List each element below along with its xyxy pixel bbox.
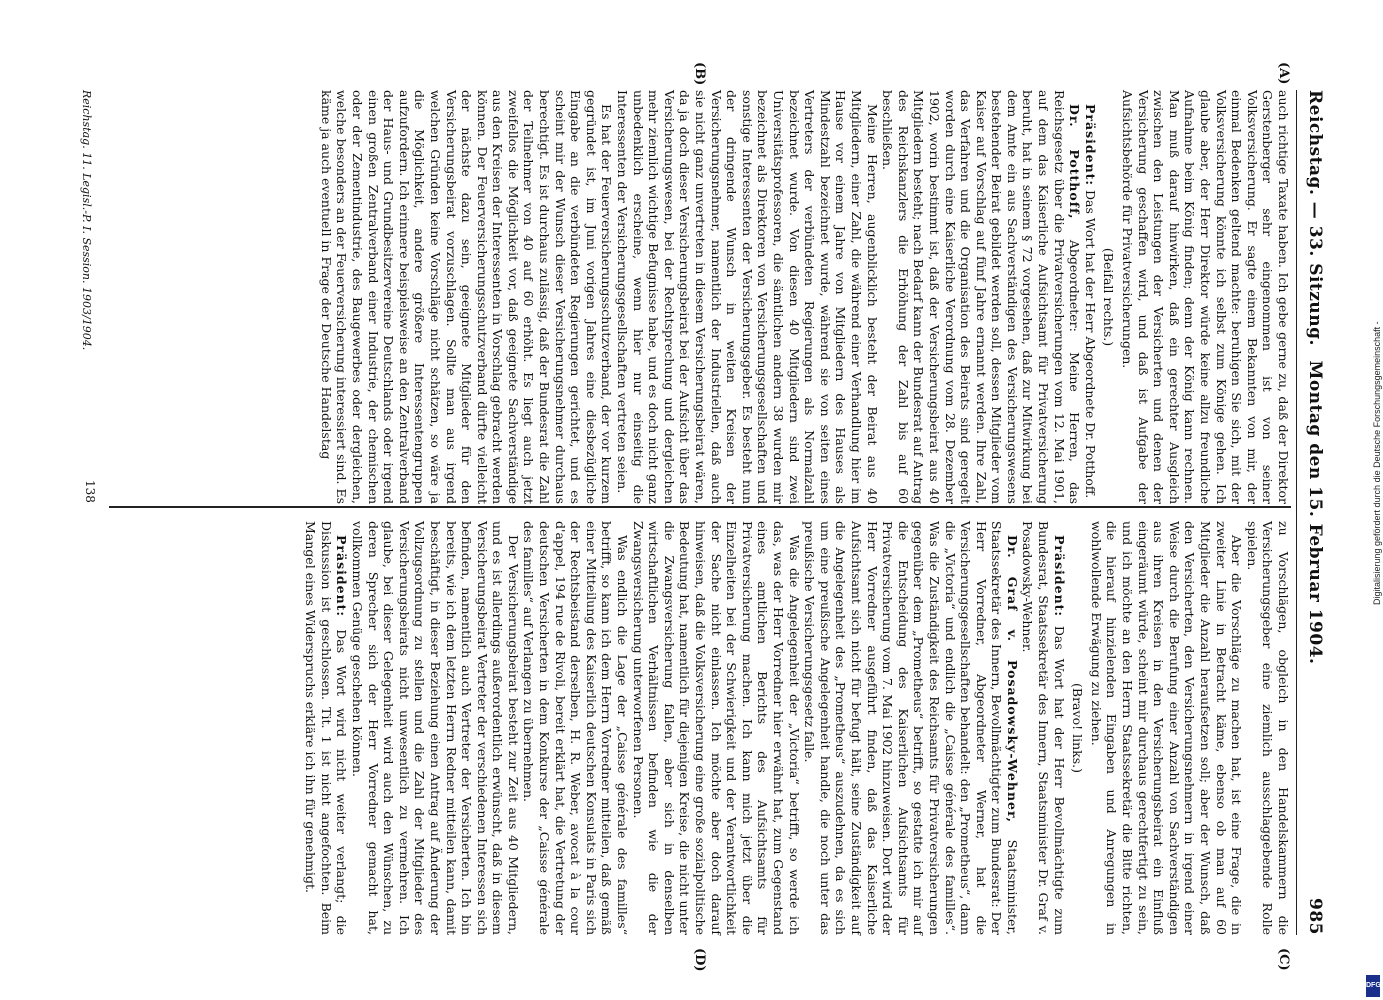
dfg-logo: DFG: [1366, 975, 1380, 997]
header-date: Montag den 15. Februar 1904.: [1305, 360, 1325, 665]
funding-note: Digitalisierung gefördert durch die Deutsche Forschungsgemeinschaft -: [1372, 321, 1382, 605]
paragraph: Es hat der Feuerversicherungsschutzverband, der vor kurzem gegründet ist, im Juni vorigen Jahres eine diesbezügliche Eingabe an die verbündeten Regierungen gerichtet, und es scheint mir der Wunsch dieser Versicherungsnehmer durchaus berechtigt. Es ist durchaus zulässig, daß der Bundesrat die Zahl der Teilnehmer von 40 auf 60 erhöht. Es liegt auch jetzt zweifellos die Möglichkeit vor, daß geeignete Sachverständige aus den Kreisen der Interessenten in Vorschlag gebracht werden können. Der Feuerversicherungsschutzverband dürfte vielleicht der nächste dazu sein, geeignete Mitglieder für den Versicherungsbeirat vorzuschlagen. Sollte man aus irgend welchen Gründen keine Vorschläge nicht schätzen, so wäre ja die Möglichkeit, andere größere Interessentengruppen aufzufordern. Ich erinnere beispielsweise an den Zentralverband der Haus- und Grundbesitzervereine Deutschlands oder irgend einen großen Zentralverband einer Industrie, der chemischen oder der Zementindustrie, des Baugewerbes oder dergleichen, welche besonders an der Feuerversicherung interessiert sind. Es käme ja auch eventuell in Frage der Deutsche Handelstag: [318, 90, 615, 504]
footer-citation: Reichstag. 11. Legisl.-P. I. Session. 1903/1904.: [80, 90, 93, 351]
president-statement: [303, 521, 350, 935]
president-statement: [1020, 521, 1067, 935]
statement-text: Das Wort hat der Herr Abgeordnete Dr. Potthoff.: [1082, 186, 1098, 499]
speaker-label: Präsident:: [1082, 104, 1098, 187]
header-page-number: 985: [1305, 898, 1325, 935]
page-header: [1301, 90, 1325, 935]
column-divider: [109, 506, 1291, 508]
speech-text: Staatsminister, Staatssekretär des Innern, Bevollmächtigter zum Bundesrat: Der Herr Vorredner, Abgeordneter Werner, hat die Versicherungsgesellschaften behandelt: den „Prometheus“, dann die „Victoria“ und endlich die „Caisse générale des familles“. Was die Zuständigkeit des Reichsamts für Privatversicherungen gegenüber dem „Prometheus“ betrifft, so gestatte ich mir auf die Entscheidung des Kaiserlichen Aufsichtsamts für Privatversicherung vom 7. Mai 1902 hinzuweisen. Dort wird der Herr Vorredner ausgeführt finden, daß das Kaiserliche Aufsichtsamt sich nicht für befugt hält, seine Zuständigkeit auf die Angelegenheit des „Prometheus“ auszudehnen, da es sich um eine preußische Angelegenheit handle, die noch unter das preußische Versicherungsgesetz falle.: [802, 521, 1020, 935]
speaker-label: Präsident:: [1051, 535, 1067, 618]
statement-text: Das Wort wird nicht weiter verlangt; die Diskussion ist geschlossen. Tit. 1 ist nicht angefochten. Beim Mangel eines Widerspruchs erkläre ich ihn für genehmigt.: [303, 521, 350, 935]
page-number: 138: [83, 480, 97, 503]
president-statement: [1082, 90, 1098, 504]
applause-note: (Beifall rechts.): [1101, 247, 1117, 347]
paragraph: Was endlich die Lage der „Caisse générale des familles“ betrifft, so kann ich dem Herrn Vorredner mitteilen, daß gemäß einer Mitteilung des Kaiserlich deutschen Konsulats in Paris sich der Rechtsbeistand derselben, H. R. Weber, avocat à la cour d'appel, 194 rue de Rivoli, bereit erklärt hat, die Vertretung der deutschen Versicherten in dem Konkurse der „Caisse générale des familles“ auf Verlangen zu übernehmen.: [521, 521, 631, 935]
statement-text: Das Wort hat der Herr Bevollmächtigte zum Bundesrat, Staatssekretär des Innern, Staatsminister Dr. Graf v. Posadowsky-Wehner.: [1020, 521, 1067, 935]
speech-text: Abgeordneter: Meine Herren, das Reichsgesetz über die Privatversicherungen vom 12. Mai 1901, auf dem das Kaiserliche Aufsichtsamt für Privatversicherung beruht, hat in seinem § 72 vorgesehen, daß zur Mitwirkung bei dem Amte ein aus Sachverständigen des Versicherungswesens bestehender Beirat gebildet werden soll, dessen Mitglieder vom Kaiser auf Vorschlag auf fünf Jahre ernannt werden. Ihre Zahl, das Verfahren und die Organisation des Beirats sind geregelt worden durch eine Kaiserliche Verordnung vom 28. Dezember 1902, worin bestimmt ist, daß der Versicherungsbeirat aus 40 Mitgliedern besteht; nach Bedarf kann der Bundesrat auf Antrag des Reichskanzlers die Erhöhung der Zahl bis auf 60 beschließen.: [880, 90, 1083, 504]
speech: [880, 90, 1083, 504]
paragraph: Aber die Vorschläge zu machen hat, ist eine Frage, die in zweiter Linie in Betracht käme, ebenso ob man auf 60 Mitglieder die Anzahl heraufsetzen soll; aber der Wunsch, daß den Versicherten, den Versicherungsnehmern in irgend einer Weise durch die Berufung einer Anzahl von Sachverständigen aus ihren Kreisen in den Versicherungsbeirat ein Einfluß eingeräumt würde, scheint mir durchaus gerechtfertigt zu sein, und ich möchte an den Herrn Staatssekretär die Bitte richten, die hierauf hinzielenden Eingaben und Anregungen in wohlwollende Erwägung zu ziehen.: [1088, 521, 1245, 935]
margin-letter-d: (D): [692, 948, 707, 972]
speaker-label: Dr. Graf v. Posadowsky-Wehner,: [1004, 535, 1020, 824]
left-column: [318, 90, 1291, 504]
paragraph: Meine Herren, augenblicklich besteht der Beirat aus 40 Mitgliedern, einer Zahl, die während einer Verhandlung hier im Hause vor einem Jahre von Mitgliedern des Hauses als Mindestzahl bezeichnet wurde, während sie von seiten eines Vertreters der verbündeten Regierungen als Normalzahl bezeichnet wurde. Von diesen 40 Mitgliedern sind zwei Universitätsprofessoren, die sämtlichen andern 38 wurden mir bezeichnet als Direktoren von Versicherungsgesellschaften und sonstige Interessenten der Versicherungsgeber. Es besteht nun der dringende Wunsch in weiten Kreisen der Versicherungsnehmer, namentlich der Industriellen, daß auch sie nicht ganz unvertreten in diesem Versicherungsbeirat wären, da ja doch dieser Versicherungsbeirat bei der Aufsicht über das Versicherungswesen, bei der Rechtsprechung und dergleichen mehr ziemlich wichtige Befugnisse habe, und es doch nicht ganz unbedenklich erscheine, wenn hier nur einseitig die Interessenten der Versicherungsgesellschaften vertreten seien.: [615, 90, 880, 504]
speaker-label: Dr. Potthoff,: [1067, 104, 1083, 220]
speech: [802, 521, 1020, 935]
paragraph: zu Vorschlägen, obgleich in den Handelskammern die Versicherungsgeber eine ziemlich ausschlaggebende Rolle spielen.: [1244, 521, 1291, 935]
right-column: [303, 521, 1291, 935]
margin-letter-a: (A): [1276, 62, 1291, 85]
paragraph: auch richtige Taxate haben. Ich gebe gerne zu, daß der Direktor Gerstenberger sehr eingenommen ist von seiner Volksversicherung. Er sagte einem Bekannten von mir, der einmal Bedenken geltend machte: beruhigen Sie sich, mit der Volksversicherung könnte ich selbst zum Könige gehen. Ich glaube aber, der Herr Direktor würde keine allzu freundliche Aufnahme beim König finden; denn der König kann rechnen. Man muß darauf hinwirken, daß ein gerechter Ausgleich zwischen den Leistungen der Versicherten und denen der Versicherung geschaffen wird, und daß ist Aufgabe der Aufsichtsbehörde für Privatversicherungen.: [1120, 90, 1291, 504]
margin-letter-b: (B): [692, 62, 707, 86]
header-left: Reichstag. — 33. Sitzung.: [1305, 90, 1325, 346]
header-rule: [1296, 90, 1297, 935]
paragraph: Was die Angelegenheit der „Victoria“ betrifft, so werde ich das, was der Herr Vorredner hier erwähnt hat, zum Gegenstand eines amtlichen Berichts des Aufsichtsamts für Privatversicherung machen. Ich kann mich jetzt über die Einzelheiten bei der Schwierigkeit und der Verantwortlichkeit der Sache nicht einlassen. Ich möchte aber doch darauf hinweisen, daß die Volksversicherung eine große sozialpolitische Bedeutung hat, namentlich für diejenigen Kreise, die nicht unter die Zwangsversicherung fallen, aber sich in denselben wirtschaftlichen Verhältnissen befinden wie die der Zwangsversicherung unterworfenen Personen.: [630, 521, 802, 935]
applause-note: (Bravo! links.): [1070, 683, 1086, 773]
paragraph: Der Versicherungsbeirat besteht zur Zeit aus 40 Mitgliedern, und es ist allerdings außerordentlich erwünscht, daß in diesem Versicherungsbeirat Vertreter der verschiedenen Interessen sich befinden, namentlich auch Vertreter der Versicherten. Ich bin bereits, wie ich dem letzten Herrn Redner mitteilen kann, damit beschäftigt, in dieser Beziehung einen Antrag auf Änderung der Vollzugsordnung zu stellen und die Zahl der Mitglieder des Versicherungsbeirats nicht unwesentlich zu vermehren. Ich glaube, bei dieser Gelegenheit wird auch den Wünschen, zu deren Sprecher sich der Herr Vorredner gemacht hat, vollkommen Genüge geschehen können.: [349, 521, 521, 935]
speaker-label: Präsident:: [334, 535, 350, 618]
margin-letter-c: (C): [1276, 948, 1291, 971]
